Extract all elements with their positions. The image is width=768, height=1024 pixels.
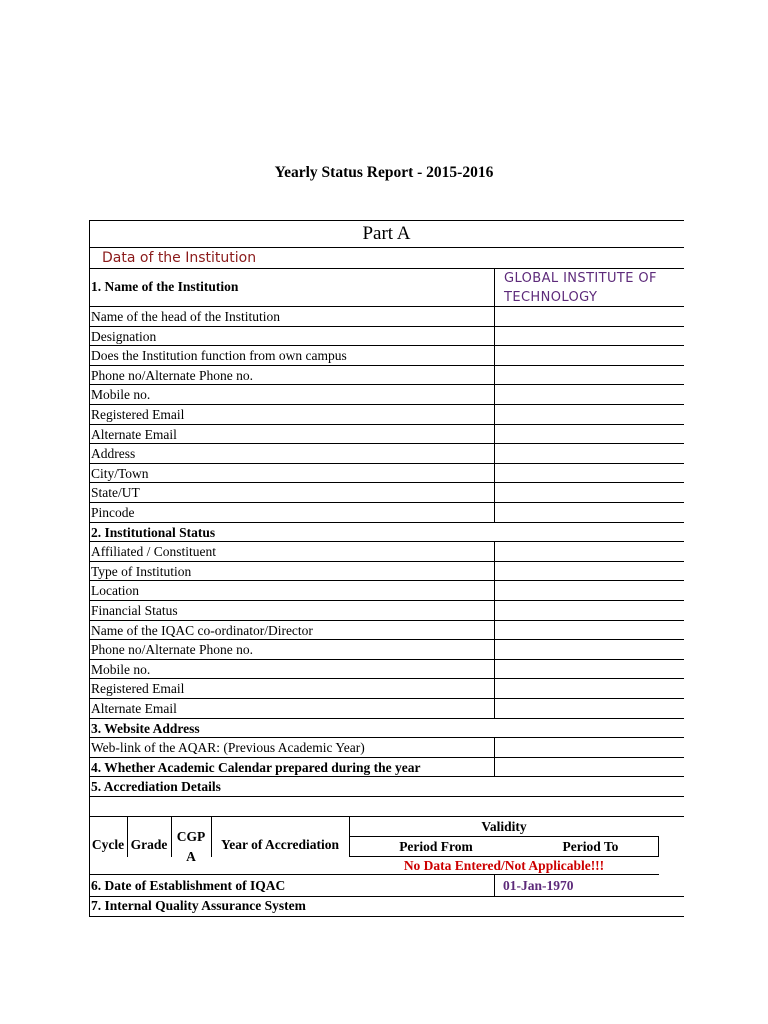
row-value-cell: [494, 621, 684, 640]
table-row: [89, 719, 684, 739]
row-label: Pincode: [91, 505, 135, 520]
iqac-date-row: [89, 875, 684, 897]
table-row: [89, 738, 684, 758]
cgpa-header-line1: CGP: [176, 829, 206, 844]
row-value-cell: [494, 581, 684, 600]
row-value-cell: [494, 327, 684, 346]
row-value-cell: [494, 738, 684, 757]
row-label: City/Town: [91, 465, 149, 481]
row-label: 2. Institutional Status: [91, 524, 216, 540]
row-value-cell: [494, 503, 684, 522]
row-label: Affiliated / Constituent: [91, 544, 216, 560]
table-row: [89, 346, 684, 366]
row-value-cell: [494, 640, 684, 659]
row-label: Web-link of the AQAR: (Previous Academic Year): [91, 740, 365, 756]
row-value-cell: [494, 758, 684, 777]
row-label: Mobile no.: [91, 387, 151, 403]
row-label: 3. Website Address: [91, 720, 200, 736]
row-label: Type of Institution: [91, 563, 192, 579]
report-title: Yearly Status Report - 2015-2016: [274, 164, 494, 181]
row-value-cell: [494, 483, 684, 502]
table-row: [89, 601, 684, 621]
accreditation-table: [89, 817, 659, 875]
institution-name-label: 1. Name of the Institution: [91, 279, 239, 294]
table-row: [89, 444, 684, 464]
row-value-cell: [494, 542, 684, 561]
institution-name-value: GLOBAL INSTITUTE OF TECHNOLOGY: [504, 271, 657, 305]
row-label: Alternate Email: [91, 426, 177, 442]
period-from-header: Period From: [349, 837, 523, 857]
row-value-cell: [494, 307, 684, 326]
row-value-cell: [494, 562, 684, 581]
row-value-cell: [494, 366, 684, 385]
institution-name-row: [89, 269, 684, 307]
row-label: Registered Email: [91, 681, 185, 697]
table-row: [89, 758, 684, 778]
blank-row: [89, 798, 684, 817]
table-row: [89, 405, 684, 425]
row-value-cell: [494, 346, 684, 365]
iqac-date-label: 6. Date of Establishment of IQAC: [91, 878, 286, 893]
table-row: [89, 640, 684, 660]
table-row: [89, 366, 684, 386]
row-value-cell: [494, 444, 684, 463]
row-label: Location: [91, 583, 139, 599]
grade-header: Grade: [130, 837, 168, 852]
row-label: Mobile no.: [91, 661, 151, 677]
table-row: [89, 699, 684, 719]
row-value-cell: [494, 660, 684, 679]
iqac-date-value: 01-Jan-1970: [503, 878, 574, 893]
table-row: [89, 621, 684, 641]
section-heading-row: [89, 248, 684, 269]
row-label: Phone no/Alternate Phone no.: [91, 642, 253, 658]
cgpa-header: [171, 827, 211, 867]
table-row: [89, 777, 684, 797]
row-value-cell: [494, 385, 684, 404]
row-label: Registered Email: [91, 407, 185, 422]
part-heading: Part A: [89, 220, 684, 248]
row-value-cell: [494, 601, 684, 620]
table-row: [89, 542, 684, 562]
table-row: [89, 562, 684, 582]
row-label: Name of the head of the Institution: [91, 309, 280, 324]
row-value-cell: [494, 405, 684, 424]
row-label: Alternate Email: [91, 701, 177, 716]
row-value-cell: [494, 464, 684, 483]
row-label: Name of the IQAC co-ordinator/Director: [91, 622, 313, 638]
period-to-header: Period To: [523, 837, 659, 857]
row-value-cell: [494, 699, 684, 718]
iqas-label: 7. Internal Quality Assurance System: [91, 898, 306, 913]
row-value-cell: [494, 425, 684, 444]
cgpa-header-line2: A: [186, 849, 196, 864]
cycle-header: Cycle: [91, 837, 125, 852]
no-data-message: No Data Entered/Not Applicable!!!: [403, 858, 605, 873]
row-value-cell: [494, 679, 684, 698]
table-row: [89, 464, 684, 484]
row-label: State/UT: [91, 485, 140, 501]
iqac-date-cell: [494, 875, 684, 896]
table-row: [89, 327, 684, 347]
table-row: [89, 425, 684, 445]
row-label: Designation: [91, 328, 157, 344]
table-row: [89, 385, 684, 405]
table-row: [89, 581, 684, 601]
row-label: Does the Institution function from own campus: [91, 348, 347, 364]
row-label: Financial Status: [91, 603, 178, 618]
row-label: Phone no/Alternate Phone no.: [91, 367, 253, 383]
row-label: Address: [91, 446, 136, 462]
table-row: [89, 503, 684, 523]
validity-header: Validity: [349, 817, 659, 837]
table-row: [89, 679, 684, 699]
section-heading: Data of the Institution: [102, 250, 257, 266]
row-label: 4. Whether Academic Calendar prepared during the year: [91, 759, 421, 775]
table-row: [89, 523, 684, 543]
table-row: [89, 307, 684, 327]
year-of-accreditation-header: Year of Accrediation: [221, 837, 339, 852]
row-label: 5. Accrediation Details: [91, 779, 221, 795]
institution-name-cell: [494, 269, 684, 306]
iqas-row: [89, 897, 684, 917]
table-row: [89, 483, 684, 503]
table-row: [89, 660, 684, 680]
